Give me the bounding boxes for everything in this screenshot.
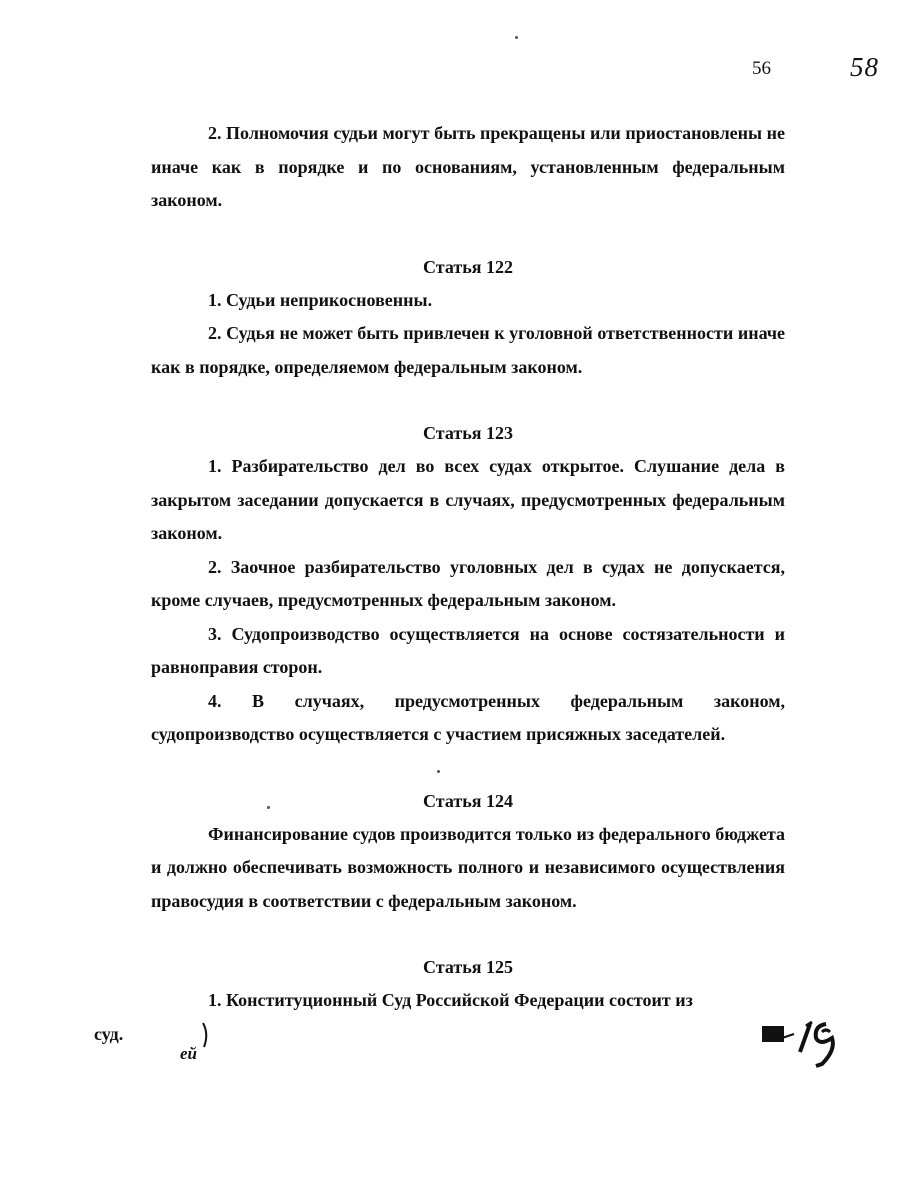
paragraph-last [94,984,785,1051]
paragraph: 2. Заочное разбирательство уголовных дел в судах не допускается, кроме случаев, предусмотренных федеральным законом. [151,556,785,610]
paragraph: 3. Судопроизводство осуществляется на основе состязательности и равноправия сторон. [151,623,785,677]
handwritten-bracket-icon [201,1022,211,1048]
paragraph: 4. В случаях, предусмотренных федеральным законом, судопроизводство осуществляется с участием присяжных заседателей. [151,690,785,744]
scan-speck-icon [267,806,270,809]
article-heading: Статья 123 [423,423,513,443]
paragraph: 2. Судья не может быть привлечен к уголовной ответственности иначе как в порядке, определяемом федеральным законом. [151,323,785,377]
article-heading: Статья 124 [423,790,513,811]
last-paragraph-line1: 1. Конституционный Суд Российской Федерации состоит из [208,990,693,1010]
document-body [94,117,785,1051]
handwritten-page-number: 58 [850,52,879,82]
article-heading: Статья 125 [423,957,513,977]
last-paragraph-line2-end: . [118,1023,124,1044]
scan-speck-icon [515,36,518,39]
paragraph: Финансирование судов производится только из федерального бюджета и должно обеспечивать возможность полного и независимого осуществления правосудия в соответствии с федеральным законом. [151,823,785,911]
paragraph: 2. Полномочия судьи могут быть прекращены или приостановлены не иначе как в порядке и по основаниям, установленным федеральным законом. [151,123,785,210]
handwritten-correction-icon [760,1012,850,1072]
article-heading: Статья 122 [423,256,513,277]
handwritten-insert-small: ей [180,1044,197,1063]
last-paragraph-line2-start: суд [94,1023,119,1044]
scan-speck-icon [437,770,440,773]
page-number: 56 [752,58,771,79]
paragraph: 1. Судьи неприкосновенны. [208,289,433,310]
paragraph: 1. Разбирательство дел во всех судах открытое. Слушание дела в закрытом заседании допускается в случаях, предусмотренных федеральным законом. [151,456,785,543]
